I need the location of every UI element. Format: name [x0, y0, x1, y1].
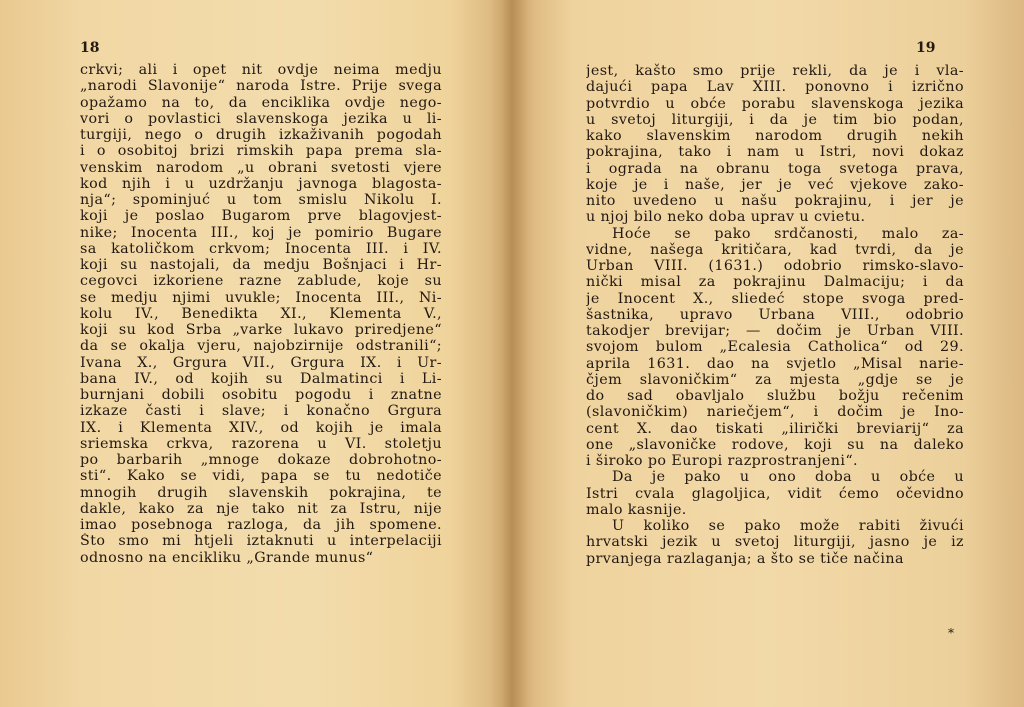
text-line: vori o povlastici slavenskoga jezika u li-: [80, 110, 442, 127]
text-line: i ograda na obranu toga svetoga prava,: [586, 160, 964, 177]
text-line: sa katoličkom crkvom; Inocenta III. i IV.: [80, 240, 442, 257]
text-line: koji je poslao Bugarom prve blagovjest-: [80, 208, 442, 225]
text-line: izkaze časti i slave; i konačno Grgura: [80, 403, 442, 420]
text-line: jest, kašto smo prije rekli, da je i vla-: [586, 63, 964, 79]
text-line: crkvi; ali i opet nit ovdje neima medju: [80, 62, 442, 78]
page-number: 19: [916, 40, 936, 56]
text-line: kako slavenskim narodom drugih nekih: [586, 128, 964, 144]
text-line: vidne, našega kritičara, kad tvrdi, da je: [586, 241, 964, 258]
text-line: i široko po Europi razprostranjeni“.: [586, 453, 859, 469]
text-line: Istri cvala glagoljica, vidit ćemo očevidno: [586, 485, 964, 502]
text-line: venskim narodom „u obrani svetosti vjere: [80, 159, 442, 176]
text-line: Da je pako u ono doba u obće u: [612, 469, 964, 486]
text-line: cent X. dao tiskati „ilirički breviarij“ za: [586, 420, 964, 437]
text-line: potvrdio u obće porabu slavenskoga jezika: [586, 95, 964, 112]
text-line: pokrajina, tako i nam u Istri, novi dokaz: [586, 144, 964, 161]
text-line: koje je i naše, jer je već vjekove zako-: [586, 176, 964, 193]
text-line: Ivana X., Grgura VII., Grgura IX. i Ur-: [80, 354, 442, 371]
text-line: hrvatski jezik u svetoj liturgiji, jasno je iz: [586, 534, 964, 551]
text-line: mnogih drugih slavenskih pokrajina, te: [80, 484, 442, 501]
text-line: u njoj bilo neko doba uprav u cvietu.: [586, 209, 866, 226]
text-line: „narodi Slavonije“ naroda Istre. Prije svega: [80, 78, 442, 95]
right-page-text: [586, 63, 964, 567]
text-line: malo kasnije.: [586, 501, 687, 518]
text-line: nja“; spominjuć u tom smislu Nikolu I.: [80, 192, 442, 208]
text-line: koji su nastojali, da medju Bošnjaci i Hr-: [80, 257, 442, 273]
text-line: burnjani dobili osobitu pogodu i znatne: [80, 387, 442, 403]
text-line: u svetoj liturgiji, i da je tim bio podan,: [586, 111, 964, 128]
text-line: kolu IV., Benedikta XI., Klementa V.,: [80, 305, 442, 322]
text-line: je Inocent X., sliedeć stope svoga pred-: [586, 290, 964, 307]
text-line: bana IV., od kojih su Dalmatinci i Li-: [80, 370, 442, 387]
text-line: prvanjega razlaganja; a što se tiče načina: [586, 550, 904, 567]
text-line: opažamo na to, da enciklika ovdje nego-: [80, 94, 442, 111]
text-line: one „slavoničke rodove, koji su na daleko: [586, 436, 964, 453]
text-line: da se okalja vjeru, najobzirnije odstranili“;: [80, 338, 442, 355]
left-page-text: [80, 62, 442, 566]
text-line: Urban VIII. (1631.) odobrio rimsko-slavo-: [586, 258, 964, 274]
text-line: turgiji, nego o drugih izkaživanih pogodah: [80, 127, 442, 143]
text-line: čjem slavoničkim“ za mjesta „gdje se je: [586, 371, 964, 388]
text-line: Hoće se pako srdčanosti, malo za-: [612, 225, 964, 242]
text-line: U koliko se pako može rabiti živući: [612, 518, 964, 534]
text-line: svojom bulom „Ecalesia Catholica“ od 29.: [586, 339, 964, 356]
text-line: imao posebnoga razloga, da jih spomene.: [80, 517, 442, 533]
text-line: dajući papa Lav XIII. ponovno i izrično: [586, 79, 964, 96]
text-line: po barbarih „mnoge dokaze dobrohotno-: [80, 452, 442, 468]
text-line: nički misal za pokrajinu Dalmaciju; i da: [586, 274, 964, 291]
page-number: 18: [80, 40, 100, 56]
right-page: [512, 0, 1024, 707]
text-line: dakle, kako za nje tako nit za Istru, nije: [80, 500, 442, 517]
text-line: aprila 1631. dao na svjetlo „Misal narie-: [586, 355, 964, 372]
text-line: odnosno na encikliku „Grande munus“: [80, 549, 374, 566]
text-line: takodjer brevijar; — dočim je Urban VIII.: [586, 323, 964, 339]
text-line: IX. i Klementa XIV., od kojih je imala: [80, 419, 442, 436]
text-line: Što smo mi htjeli iztaknuti u interpelaciji: [80, 533, 442, 550]
text-line: sti“. Kako se vidi, papa se tu nedotiče: [80, 468, 442, 485]
text-line: nito uvedeno u našu pokrajinu, i jer je: [586, 193, 964, 209]
text-line: i o osobitoj brizi rimskih papa prema sla-: [80, 143, 442, 160]
text-line: koji su kod Srba „varke lukavo priredjene“: [80, 322, 442, 338]
text-line: cegovci izkoriene razne zablude, koje su: [80, 273, 442, 290]
text-line: (slavoničkim) nariečjem“, i dočim je Ino-: [586, 404, 964, 421]
text-line: do sad obavljalo službu božju rečenim: [586, 388, 964, 404]
text-line: nike; Inocenta III., koj je pomirio Bugare: [80, 224, 442, 241]
text-line: se medju njimi uvukle; Inocenta III., Ni-: [80, 289, 442, 306]
footer-mark: *: [948, 626, 954, 640]
text-line: kod njih i u uzdržanju javnoga blagosta-: [80, 175, 442, 192]
text-line: šastnika, upravo Urbana VIII., odobrio: [586, 306, 964, 323]
text-line: sriemska crkva, razorena u VI. stoletju: [80, 435, 442, 452]
